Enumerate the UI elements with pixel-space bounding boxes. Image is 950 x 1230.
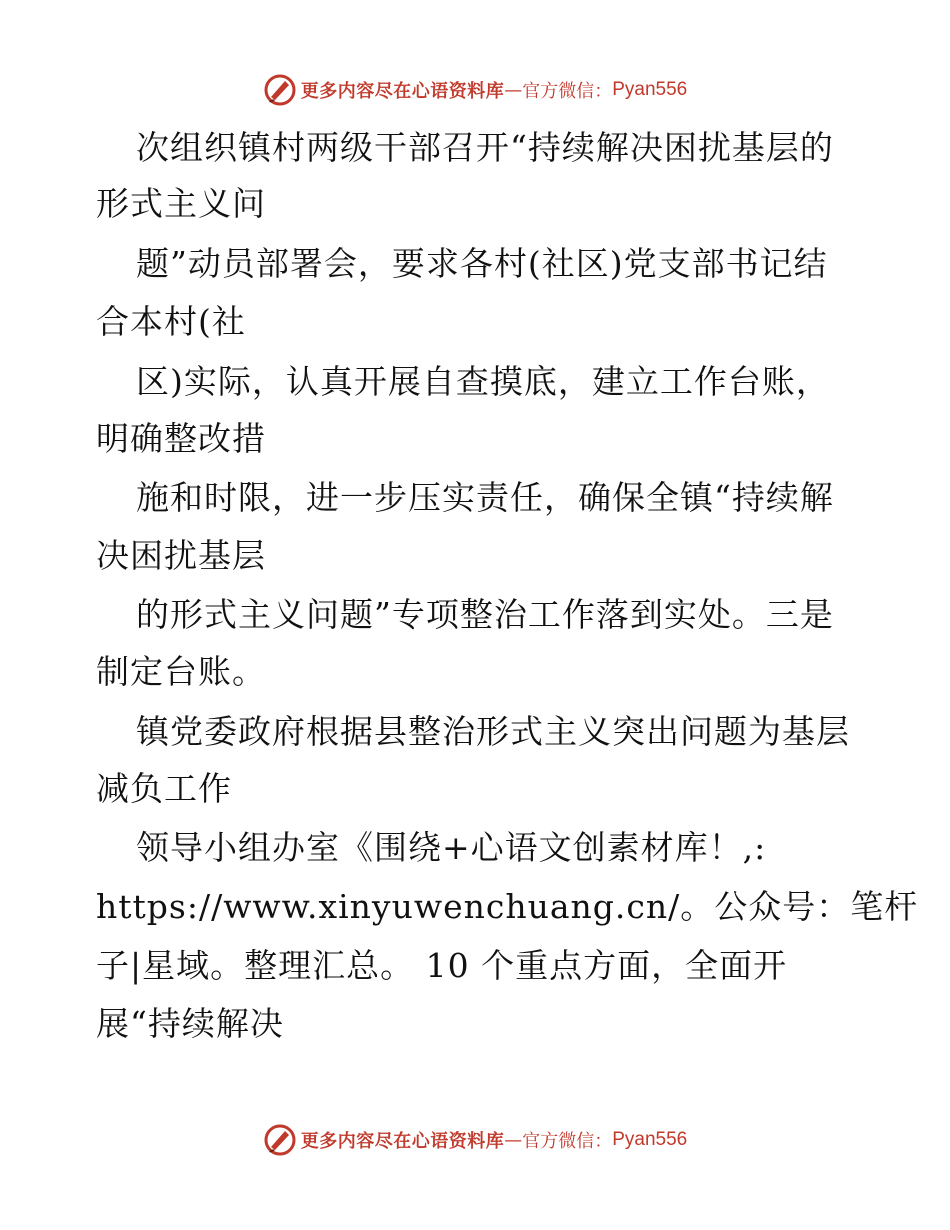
banner-wechat-label: 官方微信： (522, 81, 613, 102)
text-line: 区)实际，认真开展自查摸底，建立工作台账， (136, 362, 830, 401)
brush-logo-icon (263, 73, 297, 107)
text-line: 镇党委政府根据县整治形式主义突出问题为基层 (136, 712, 850, 751)
footer-banner (0, 1120, 950, 1160)
banner-separator: — (504, 1129, 523, 1151)
text-line: 施和时限，进一步压实责任，确保全镇“持续解 (136, 478, 834, 517)
text-line: https://www.xinyuwenchuang.cn/。公众号：笔杆 (96, 887, 919, 926)
banner-wechat-label: 官方微信： (522, 1131, 613, 1152)
text-line: 决困扰基层 (96, 536, 266, 575)
text-line: 减负工作 (96, 769, 232, 808)
banner-separator: — (504, 79, 523, 101)
brush-logo-icon (263, 1123, 297, 1157)
text-line: 的形式主义问题”专项整治工作落到实处。三是 (136, 595, 834, 634)
text-line: 合本村(社 (96, 302, 246, 341)
text-line: 领导小组办室《围绕+心语文创素材库！,: (136, 828, 767, 867)
banner-wechat-id: Pyan556 (612, 1129, 688, 1150)
header-banner (0, 70, 950, 110)
text-line: 展“持续解决 (96, 1004, 284, 1043)
text-line: 次组织镇村两级干部召开“持续解决困扰基层的 (136, 128, 834, 167)
text-line: 明确整改措 (96, 419, 266, 458)
text-line: 题”动员部署会，要求各村(社区)党支部书记结 (136, 244, 828, 283)
banner-site-text: 更多内容尽在心语资料库 (300, 1131, 505, 1152)
text-line: 制定台账。 (96, 652, 266, 691)
text-line: 形式主义问 (96, 184, 266, 223)
banner-site-text: 更多内容尽在心语资料库 (300, 81, 505, 102)
text-line: 子|星域。整理汇总。 10 个重点方面，全面开 (96, 946, 788, 985)
banner-wechat-id: Pyan556 (612, 79, 688, 100)
